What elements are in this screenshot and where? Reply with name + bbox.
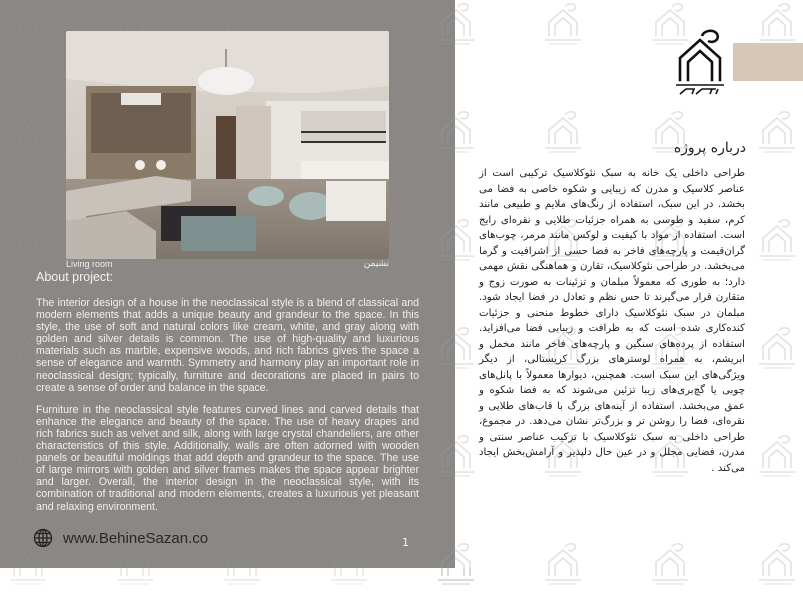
watermark-logo-icon: [8, 218, 48, 264]
photo-caption-fa: نشیمن: [363, 259, 389, 269]
watermark-logo-icon: [8, 2, 48, 48]
watermark-logo-icon: [757, 218, 797, 264]
watermark-logo-icon: [8, 542, 48, 588]
watermark-logo-icon: [757, 434, 797, 480]
watermark-logo-icon: [8, 110, 48, 156]
paragraph-fa: طراحی داخلی یک خانه به سبک نئوکلاسیک ترکیبی است از عناصر کلاسیک و مدرن که زیبایی و شکوه خاصی به فضا می بخشد. در این سبک، استفاده از رنگ‌های ملایم و طبیعی مانند کرم، سفید و طوسی به همراه جزئیات طلایی و نقره‌ای رایج است. استفاده از مواد با کیفیت و لوکس مانند مرمر، چوب‌های گران‌قیمت و پارچه‌های فاخر به فضا حسی از اشرافیت و گرما می‌بخشد. در طراحی نئوکلاسیک، تقارن و هماهنگی نقش مهمی دارد؛ به طوری که معمولاً مبلمان و تزئینات به صورت زوج و متقارن قرار می‌گیرند تا حس نظم و تعادل در فضا ایجاد شود. مبلمان در سبک نئوکلاسیک دارای خطوط منحنی و جزئیات کنده‌کاری شده است که به ظرافت و زیبایی فضا می‌افزاید. استفاده از پرده‌های سنگین و پارچه‌های فاخر مانند مخمل و ابریشم، به همراه لوسترهای بزرگ کریستالی، از دیگر ویژگی‌های این سبک است. همچنین، دیوارها معمولاً با پانل‌های چوبی یا گچ‌بری‌های زیبا تزئین می‌شوند که به فضا شکوه و عمق می‌بخشد. استفاده از آینه‌های بزرگ با قاب‌های طلایی و نقره‌ای، فضا را روشن تر و بزرگ‌تر نشان می‌دهد. در مجموع، طراحی داخلی به سبک نئوکلاسیک با ترکیب عناصر سنتی و مدرن، فضایی مجلل و در عین حال دلپذیر و آرامش‌بخش ایجاد می‌کند .: [479, 168, 745, 474]
globe-icon: [33, 528, 53, 548]
about-project-title-fa: درباره پروژه: [673, 140, 746, 156]
about-project-body-fa: [479, 166, 745, 476]
about-project-body-en: [36, 297, 419, 523]
watermark-logo-icon: [543, 2, 583, 48]
watermark-logo-icon: [757, 326, 797, 372]
watermark-logo-icon: [757, 542, 797, 588]
watermark-logo-icon: [650, 542, 690, 588]
watermark-logo-icon: [222, 542, 262, 588]
about-project-title: About project:: [36, 270, 114, 284]
photo-caption-en: Living room: [66, 259, 113, 269]
paragraph-1: The interior design of a house in the neoclassical style is a blend of classical and modern elements that adds a unique beauty and grandeur to the space. In this style, the use of soft and natural colors like cream, white, and gray along with golden and silver details is common. The use of high-quality and luxurious materials such as marble, expensive woods, and rich fabrics gives the space a sense of elegance and warmth. Symmetry and harmony play an important role in neoclassical design; typically, furniture and decorations are placed in pairs to create a sense of order and balance in the space.: [36, 297, 419, 394]
watermark-logo-icon: [757, 2, 797, 48]
website-url-link[interactable]: www.BehineSazan.co: [63, 529, 209, 547]
watermark-logo-icon: [329, 542, 369, 588]
watermark-logo-icon: [543, 542, 583, 588]
page-number: 1: [402, 536, 409, 549]
paragraph-2: Furniture in the neoclassical style features curved lines and carved details that enhance the elegance and beauty of the space. The use of heavy drapes and rich fabrics such as velvet and silk, along with large crystal chandeliers, are other characteristics of this style. Additionally, walls are often adorned with wooden panels or beautiful moldings that add depth and grandeur to the space. The use of large mirrors with golden and silver frames makes the space appear brighter and larger. Overall, the interior design in the neoclassical style, with its combination of traditional and modern elements, creates a luxurious yet pleasant and relaxing environment.: [36, 403, 419, 513]
living-room-photo: [66, 31, 389, 259]
behinesazan-logo-icon: [672, 28, 728, 98]
website-footer[interactable]: [33, 528, 208, 548]
watermark-logo-icon: [757, 110, 797, 156]
living-room-image-icon: [66, 31, 389, 259]
accent-color-swatch: [733, 43, 803, 81]
watermark-logo-icon: [115, 542, 155, 588]
